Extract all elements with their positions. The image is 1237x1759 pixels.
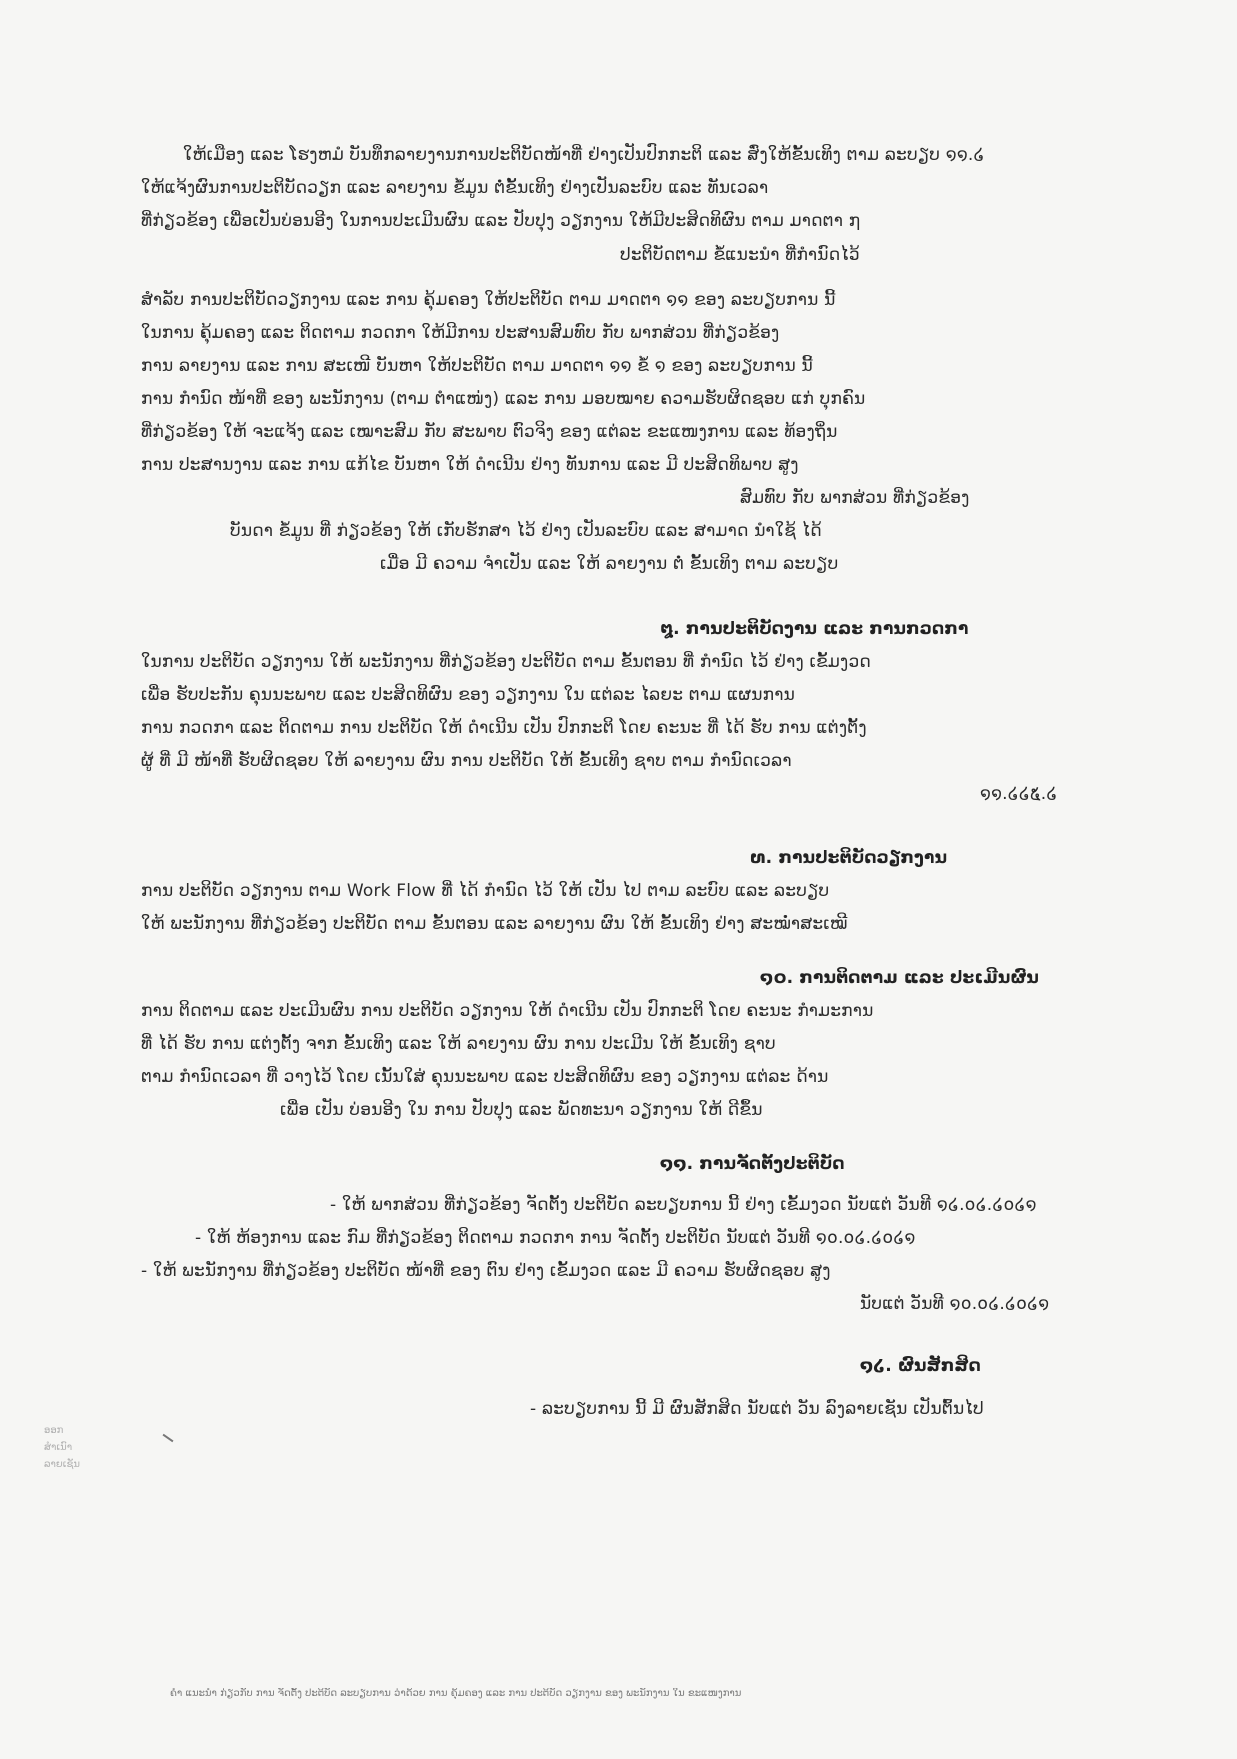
paragraph-line: ໃຫ້ເມືອງ ແລະ ໂຮງຫມໍ ບັນທຶກລາຍງານການປະຕິບັດໜ້າທີ່ ຢ່າງເປັນປົກກະຕິ ແລະ ສົ່ງໃຫ້ຂັ້ນເທິງ ຕາມ ລະບຽບ ໑໑.໒ — [183, 145, 985, 165]
date-line: ໑໑.໒໒໕.໒ — [980, 784, 1058, 804]
list-item: - ລະບຽບການ ນີ້ ມີ ຜົນສັກສິດ ນັບແຕ່ ວັນ ລົງລາຍເຊັນ ເປັນຕົ້ນໄປ — [530, 1399, 984, 1419]
paragraph-line: ທີ່ ໄດ້ ຮັບ ການ ແຕ່ງຕັ້ງ ຈາກ ຂັ້ນເທິງ ແລະ ໃຫ້ ລາຍງານ ຜົນ ການ ປະເມີນ ໃຫ້ ຂັ້ນເທິງ ຊາບ — [141, 1034, 776, 1054]
paragraph-line: ໃນການ ປະຕິບັດ ວຽກງານ ໃຫ້ ພະນັກງານ ທີ່ກ່ຽວຂ້ອງ ປະຕິບັດ ຕາມ ຂັ້ນຕອນ ທີ່ ກຳນົດ ໄວ້ ຢ່າງ ເຂັ້ມງວດ — [141, 652, 871, 672]
section-heading: ໘. ການປະຕິບັດງານ ແລະ ການກວດກາ — [660, 619, 969, 639]
paragraph-line: ບັນດາ ຂໍ້ມູນ ທີ່ ກ່ຽວຂ້ອງ ໃຫ້ ເກັບຮັກສາ ໄວ້ ຢ່າງ ເປັນລະບົບ ແລະ ສາມາດ ນຳໃຊ້ ໄດ້ — [230, 521, 822, 541]
paragraph-line: ໃຫ້ ພະນັກງານ ທີ່ກ່ຽວຂ້ອງ ປະຕິບັດ ຕາມ ຂັ້ນຕອນ ແລະ ລາຍງານ ຜົນ ໃຫ້ ຂັ້ນເທິງ ຢ່າງ ສະໝ່ຳສະເໝີ — [141, 914, 848, 934]
paragraph-line: ການ ປະສານງານ ແລະ ການ ແກ້ໄຂ ບັນຫາ ໃຫ້ ດຳເນີນ ຢ່າງ ທັນການ ແລະ ມີ ປະສິດທິພາບ ສູງ — [141, 455, 799, 475]
list-item: - ໃຫ້ ພະນັກງານ ທີ່ກ່ຽວຂ້ອງ ປະຕິບັດ ໜ້າທີ່ ຂອງ ຕົນ ຢ່າງ ເຂັ້ມງວດ ແລະ ມີ ຄວາມ ຮັບຜິດຊອບ ສູງ — [141, 1261, 831, 1281]
list-item: - ໃຫ້ ຫ້ອງການ ແລະ ກົມ ທີ່ກ່ຽວຂ້ອງ ຕິດຕາມ ກວດກາ ການ ຈັດຕັ້ງ ປະຕິບັດ ນັບແຕ່ ວັນທີ ໑໐.໐໒.໒໐໒໑ — [195, 1228, 916, 1248]
paragraph-line: ເພື່ອ ເປັນ ບ່ອນອີງ ໃນ ການ ປັບປຸງ ແລະ ພັດທະນາ ວຽກງານ ໃຫ້ ດີຂຶ້ນ — [280, 1100, 763, 1120]
section-heading: ໙. ການປະຕິບັດວຽກງານ — [750, 848, 948, 868]
section-heading: ໑໒. ຜົນສັກສິດ — [860, 1356, 981, 1376]
section-heading: ໑໑. ການຈັດຕັ້ງປະຕິບັດ — [660, 1154, 845, 1174]
paragraph-line: ສຳລັບ ການປະຕິບັດວຽກງານ ແລະ ການ ຄຸ້ມຄອງ ໃຫ້ປະຕິບັດ ຕາມ ມາດຕາ ໑໑ ຂອງ ລະບຽບການ ນີ້ — [141, 290, 836, 310]
paragraph-line: ເພື່ອ ຮັບປະກັນ ຄຸນນະພາບ ແລະ ປະສິດທິຜົນ ຂອງ ວຽກງານ ໃນ ແຕ່ລະ ໄລຍະ ຕາມ ແຜນການ — [141, 685, 795, 705]
stamp-line: ສຳເນົາ — [44, 1442, 73, 1453]
paragraph-line: ໃຫ້ແຈ້ງຜົນການປະຕິບັດວຽກ ແລະ ລາຍງານ ຂໍ້ມູນ ຕໍ່ຂັ້ນເທິງ ຢ່າງເປັນລະບົບ ແລະ ທັນເວລາ — [141, 178, 769, 198]
paragraph-line: ສົມທົບ ກັບ ພາກສ່ວນ ທີ່ກ່ຽວຂ້ອງ — [740, 488, 970, 508]
date-line: ນັບແຕ່ ວັນທີ ໑໐.໐໒.໒໐໒໑ — [860, 1294, 1050, 1314]
paragraph-line: ການ ລາຍງານ ແລະ ການ ສະເໜີ ບັນຫາ ໃຫ້ປະຕິບັດ ຕາມ ມາດຕາ ໑໑ ຂໍ້ ໑ ຂອງ ລະບຽບການ ນີ້ — [141, 356, 813, 376]
section-heading: ໑໐. ການຕິດຕາມ ແລະ ປະເມີນຜົນ — [760, 968, 1039, 988]
list-item: - ໃຫ້ ພາກສ່ວນ ທີ່ກ່ຽວຂ້ອງ ຈັດຕັ້ງ ປະຕິບັດ ລະບຽບການ ນີ້ ຢ່າງ ເຂັ້ມງວດ ນັບແຕ່ ວັນທີ ໑໒.໐໒.໒໐໒໑ — [330, 1195, 1037, 1215]
paragraph-line: ການ ກວດກາ ແລະ ຕິດຕາມ ການ ປະຕິບັດ ໃຫ້ ດຳເນີນ ເປັນ ປົກກະຕິ ໂດຍ ຄະນະ ທີ່ ໄດ້ ຮັບ ການ ແຕ່ງຕັ້ງ — [141, 718, 867, 738]
paragraph-line: ເມື່ອ ມີ ຄວາມ ຈຳເປັນ ແລະ ໃຫ້ ລາຍງານ ຕໍ່ ຂັ້ນເທິງ ຕາມ ລະບຽບ — [380, 554, 839, 574]
paragraph-line: ຜູ້ ທີ່ ມີ ໜ້າທີ່ ຮັບຜິດຊອບ ໃຫ້ ລາຍງານ ຜົນ ການ ປະຕິບັດ ໃຫ້ ຂັ້ນເທິງ ຊາບ ຕາມ ກຳນົດເວລາ — [141, 751, 792, 771]
paragraph-line: ການ ປະຕິບັດ ວຽກງານ ຕາມ Work Flow ທີ່ ໄດ້ ກຳນົດ ໄວ້ ໃຫ້ ເປັນ ໄປ ຕາມ ລະບົບ ແລະ ລະບຽບ — [141, 881, 830, 901]
pen-mark — [163, 1434, 174, 1443]
stamp-line: ລາຍເຊັນ — [44, 1459, 80, 1470]
stamp-line: ອອກ — [44, 1425, 64, 1436]
paragraph-line: ທີ່ກ່ຽວຂ້ອງ ໃຫ້ ຈະແຈ້ງ ແລະ ເໝາະສົມ ກັບ ສະພາບ ຕົວຈິງ ຂອງ ແຕ່ລະ ຂະແໜງການ ແລະ ທ້ອງຖິ່ນ — [141, 422, 838, 442]
paragraph-line: ປະຕິບັດຕາມ ຂໍ້ແນະນຳ ທີ່ກຳນົດໄວ້ — [620, 245, 860, 265]
paragraph-line: ການ ຕິດຕາມ ແລະ ປະເມີນຜົນ ການ ປະຕິບັດ ວຽກງານ ໃຫ້ ດຳເນີນ ເປັນ ປົກກະຕິ ໂດຍ ຄະນະ ກຳມະການ — [141, 1001, 874, 1021]
paragraph-line: ທີ່ກ່ຽວຂ້ອງ ເພື່ອເປັນບ່ອນອີງ ໃນການປະເມີນຜົນ ແລະ ປັບປຸງ ວຽກງານ ໃຫ້ມີປະສິດທິຜົນ ຕາມ ມາດຕາ ໗ — [141, 211, 861, 231]
paragraph-line: ການ ກຳນົດ ໜ້າທີ່ ຂອງ ພະນັກງານ (ຕາມ ຕຳແໜ່ງ) ແລະ ການ ມອບໝາຍ ຄວາມຮັບຜິດຊອບ ແກ່ ບຸກຄົນ — [141, 389, 866, 409]
paragraph-line: ຕາມ ກຳນົດເວລາ ທີ່ ວາງໄວ້ ໂດຍ ເນັ້ນໃສ່ ຄຸນນະພາບ ແລະ ປະສິດທິຜົນ ຂອງ ວຽກງານ ແຕ່ລະ ດ້ານ — [141, 1067, 829, 1087]
paragraph-line: ໃນການ ຄຸ້ມຄອງ ແລະ ຕິດຕາມ ກວດກາ ໃຫ້ມີການ ປະສານສົມທົບ ກັບ ພາກສ່ວນ ທີ່ກ່ຽວຂ້ອງ — [141, 323, 780, 343]
page-footer: ຄຳ ແນະນຳ ກ່ຽວກັບ ການ ຈັດຕັ້ງ ປະຕິບັດ ລະບຽບການ ວ່າດ້ວຍ ການ ຄຸ້ມຄອງ ແລະ ການ ປະຕິບັດ ວຽກງານ ຂອງ ພະນັກງານ ໃນ ຂະແໜງການ — [170, 1688, 742, 1699]
faint-stamp — [44, 1422, 164, 1532]
